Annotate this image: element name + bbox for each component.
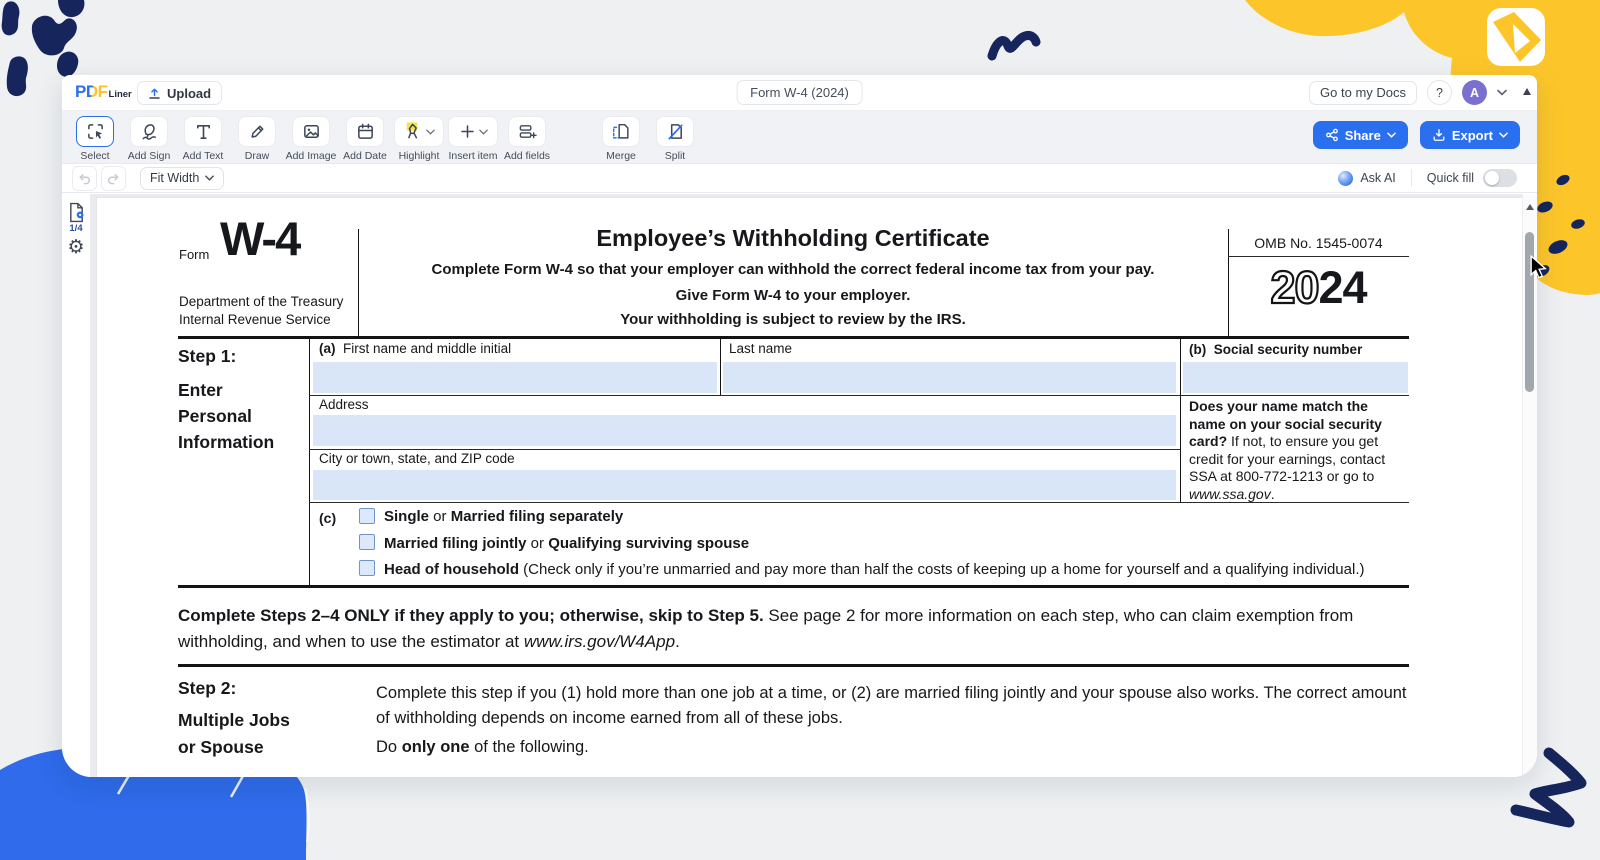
- tool-label: Merge: [606, 150, 636, 162]
- share-icon: [1325, 128, 1339, 142]
- tool-insert-item[interactable]: [446, 111, 500, 162]
- undo-icon: [77, 171, 92, 186]
- cursor-icon: [1528, 255, 1548, 279]
- view-bar: [62, 164, 1537, 193]
- chevron-down-icon: [1499, 132, 1508, 138]
- form-subtitle-3: Your withholding is subject to review by the IRS.: [620, 311, 966, 328]
- chevron-down-icon: [426, 129, 435, 135]
- go-to-docs-label: Go to my Docs: [1320, 85, 1406, 100]
- top-bar: [62, 75, 1537, 111]
- export-icon: [1432, 128, 1446, 142]
- ssn-note-end: .: [1270, 485, 1275, 502]
- opt-bold: Married filing jointly: [384, 535, 527, 552]
- draw-button[interactable]: [238, 116, 276, 147]
- ssn-note-link: www.ssa.gov: [1189, 485, 1271, 502]
- checkbox-head-of-household[interactable]: [359, 560, 375, 576]
- dept-line1: Department of the Treasury: [179, 294, 344, 309]
- tool-select[interactable]: [68, 111, 122, 162]
- ask-ai-button[interactable]: Ask AI: [1360, 171, 1396, 185]
- zoom-mode-dropdown[interactable]: [140, 167, 224, 190]
- year-solid: 24: [1318, 262, 1367, 313]
- merge-button[interactable]: [602, 116, 640, 147]
- form-rule: [178, 585, 1409, 588]
- share-label: Share: [1344, 127, 1381, 143]
- split-icon: [666, 122, 685, 141]
- opt-bold: Head of household: [384, 561, 519, 578]
- omb-number: OMB No. 1545-0074: [1254, 235, 1383, 251]
- tool-label: Draw: [244, 150, 270, 162]
- add-date-icon: [356, 122, 375, 141]
- tool-add-date[interactable]: [338, 111, 392, 162]
- tool-highlight[interactable]: [392, 111, 446, 162]
- step2-sub2: or Spouse: [178, 737, 264, 757]
- toolbar: [62, 111, 1537, 164]
- tool-split[interactable]: [648, 111, 702, 162]
- quick-fill-toggle[interactable]: [1483, 169, 1517, 187]
- form-id: W-4: [220, 212, 300, 265]
- redo-button[interactable]: [101, 166, 126, 191]
- tool-label: Add fields: [503, 150, 551, 162]
- tool-add-text[interactable]: [176, 111, 230, 162]
- opt-bold: Qualifying surviving spouse: [548, 535, 750, 552]
- tool-label: Add Sign: [127, 150, 171, 162]
- upload-icon: [148, 87, 161, 100]
- export-button[interactable]: [1420, 121, 1520, 149]
- add-image-icon: [302, 122, 321, 141]
- step1-sub1: Enter: [178, 380, 223, 400]
- tool-label: Split: [664, 150, 686, 162]
- page-indicator[interactable]: 1/4: [69, 223, 83, 234]
- step1-divider: [309, 336, 310, 585]
- form-subtitle-2: Give Form W-4 to your employer.: [675, 287, 911, 304]
- note-end: .: [675, 631, 680, 651]
- tool-add-image[interactable]: [284, 111, 338, 162]
- go-to-docs-button[interactable]: [1309, 81, 1417, 105]
- tool-merge[interactable]: [594, 111, 648, 162]
- note-link: www.irs.gov/W4App: [523, 631, 676, 651]
- chevron-down-icon: [1387, 132, 1396, 138]
- redo-icon: [106, 171, 121, 186]
- app-window: [62, 75, 1537, 777]
- pdfliner-logo[interactable]: [75, 82, 132, 102]
- input-last-name[interactable]: [723, 362, 1176, 393]
- step1-sub3: Information: [178, 432, 275, 452]
- note-mid: See page 2 for more information on each step, who can claim exemption from withholding, and when to use the estimator at: [178, 606, 1354, 651]
- vertical-scrollbar[interactable]: [1522, 194, 1537, 777]
- tool-label: Insert item: [448, 150, 498, 162]
- opt-mid: or: [429, 508, 451, 525]
- tool-label: Add Text: [182, 150, 224, 162]
- add-sign-icon: [140, 122, 159, 141]
- option-head-of-household: [384, 561, 1364, 578]
- do-end: of the following.: [469, 738, 589, 756]
- b-tag: (b): [1189, 342, 1207, 357]
- document-title: Form W-4 (2024): [750, 85, 849, 100]
- insert-item-button[interactable]: [448, 116, 498, 147]
- checkbox-married-jointly[interactable]: [359, 534, 375, 550]
- opt-rest: (Check only if you’re unmarried and pay more than half the costs of keeping up a home for yourself and a qualifying individual.): [523, 561, 1365, 578]
- scroll-up-icon[interactable]: [1526, 204, 1534, 210]
- w4-form-page: [97, 198, 1522, 777]
- dept-line2: Internal Revenue Service: [179, 312, 331, 327]
- form-word: Form: [179, 247, 210, 262]
- document-title-chip[interactable]: [736, 80, 863, 105]
- help-button[interactable]: [1427, 80, 1452, 105]
- omb-underline: [1228, 256, 1409, 257]
- ssn-note-mid: If not, to ensure you get credit for your earnings, contact SSA at 800-772-1213 or go to: [1189, 433, 1386, 484]
- add-sign-button[interactable]: [130, 116, 168, 147]
- merge-icon: [611, 122, 631, 141]
- add-fields-button[interactable]: [508, 116, 546, 147]
- do-pre: Do: [376, 738, 402, 756]
- highlight-icon: [404, 122, 423, 141]
- left-panel: [62, 194, 91, 777]
- last-name-label: Last name: [729, 341, 793, 356]
- upload-button[interactable]: [137, 81, 222, 105]
- chevron-down-icon: [479, 129, 488, 135]
- opt-bold: Married filing separately: [450, 508, 624, 525]
- highlight-button[interactable]: [394, 116, 444, 147]
- ssn-divider: [1180, 337, 1181, 503]
- tool-label: Add Date: [343, 150, 387, 162]
- note-bold: Complete Steps 2–4 ONLY if they apply to you; otherwise, skip to Step 5.: [178, 606, 764, 625]
- do-bold: only one: [401, 738, 470, 756]
- tool-add-fields[interactable]: [500, 111, 554, 162]
- form-rule: [178, 336, 1409, 339]
- opt-bold: Single: [384, 508, 430, 525]
- ssn-note-bold: Does your name match the name on your social security card?: [1189, 398, 1382, 449]
- add-text-button[interactable]: [184, 116, 222, 147]
- quick-fill-label: Quick fill: [1426, 171, 1474, 185]
- undo-button[interactable]: [72, 166, 97, 191]
- tool-draw[interactable]: [230, 111, 284, 162]
- select-button[interactable]: [76, 116, 114, 147]
- step2-sub1: Multiple Jobs: [178, 710, 290, 730]
- zoom-mode-label: Fit Width: [150, 171, 200, 185]
- avatar-initial: A: [1469, 85, 1480, 100]
- logo-liner: Liner: [108, 89, 132, 100]
- add-date-button[interactable]: [346, 116, 384, 147]
- ssn-label: [1189, 342, 1362, 357]
- tool-label: Select: [80, 150, 110, 162]
- input-city[interactable]: [313, 470, 1176, 500]
- gear-icon[interactable]: ⚙: [67, 236, 85, 258]
- plus-icon: [459, 123, 476, 140]
- c-tag: (c): [319, 510, 337, 526]
- avatar[interactable]: [1462, 80, 1487, 105]
- pdfliner-app-icon: [1487, 8, 1545, 66]
- name-divider: [720, 337, 721, 395]
- step1-sub2: Personal: [178, 406, 252, 426]
- option-single: [384, 508, 623, 525]
- a-tag: (a): [319, 341, 336, 356]
- share-button[interactable]: [1313, 121, 1408, 149]
- first-name-label: [319, 341, 511, 356]
- draw-icon: [248, 122, 267, 141]
- add-image-button[interactable]: [292, 116, 330, 147]
- year-outline: 20: [1270, 262, 1319, 313]
- tool-add-sign[interactable]: [122, 111, 176, 162]
- row-line: [309, 395, 1409, 396]
- form-year: [1228, 262, 1409, 314]
- help-icon: ?: [1436, 85, 1443, 100]
- toggle-knob: [1485, 171, 1499, 185]
- upload-label: Upload: [167, 85, 212, 101]
- address-label: Address: [319, 397, 369, 412]
- add-fields-icon: [518, 122, 537, 141]
- b-label: Social security number: [1213, 342, 1363, 357]
- option-married-jointly: [384, 535, 749, 552]
- input-first-name[interactable]: [313, 362, 717, 393]
- logo-letter-p: P: [75, 82, 86, 101]
- form-title: Employee’s Withholding Certificate: [596, 225, 990, 251]
- document-viewport: [91, 194, 1522, 777]
- step2-paragraph: Complete this step if you (1) hold more than one job at a time, or (2) are married filing jointly and your spouse also works. The correct amount of withholding depends on income earned from all of these jobs.: [376, 684, 1407, 727]
- steps-2-4-note: [178, 603, 1411, 654]
- add-text-icon: [194, 122, 213, 141]
- logo-letter-d: D: [85, 82, 98, 101]
- step1-label: Step 1:: [178, 346, 237, 366]
- checkbox-single[interactable]: [359, 508, 375, 524]
- city-label: City or town, state, and ZIP code: [319, 451, 515, 466]
- step2-label: Step 2:: [178, 678, 237, 698]
- form-rule: [178, 664, 1409, 667]
- opt-mid: or: [526, 535, 549, 552]
- input-address[interactable]: [313, 415, 1176, 446]
- account-chevron-down-icon[interactable]: [1497, 89, 1507, 96]
- step2-do-line: [376, 738, 589, 757]
- tool-label: Add Image: [285, 150, 337, 162]
- a-label: First name and middle initial: [343, 341, 512, 356]
- scroll-up-icon[interactable]: [1523, 88, 1531, 95]
- ssn-note: [1189, 398, 1408, 503]
- select-icon: [86, 122, 105, 141]
- split-button[interactable]: [656, 116, 694, 147]
- page-thumbnail-icon[interactable]: [68, 202, 85, 223]
- logo-letter-f: F: [97, 82, 108, 101]
- export-label: Export: [1451, 127, 1493, 143]
- input-ssn[interactable]: [1183, 362, 1408, 393]
- navy-squiggle: [992, 35, 1036, 56]
- divider: [1411, 169, 1412, 187]
- form-subtitle-1: Complete Form W-4 so that your employer can withhold the correct federal income tax from your pay.: [431, 261, 1155, 278]
- ask-ai-icon: [1338, 171, 1353, 186]
- chevron-down-icon: [205, 175, 214, 181]
- tool-label: Highlight: [398, 150, 440, 162]
